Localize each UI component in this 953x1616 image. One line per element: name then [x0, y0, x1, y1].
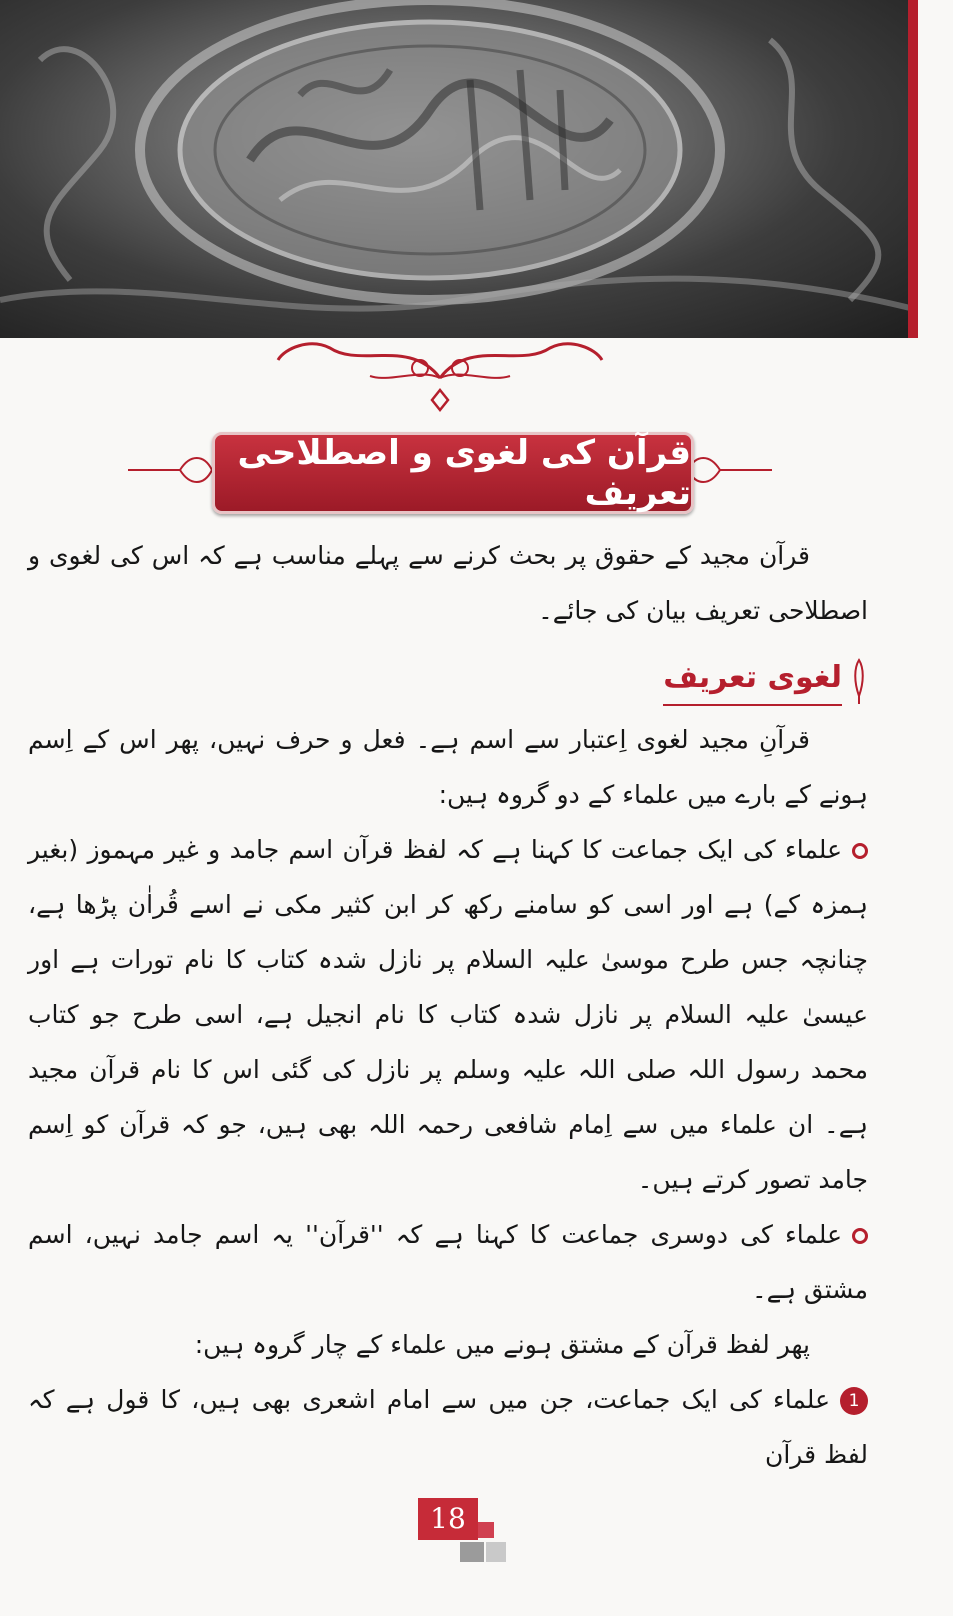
bullet-text-1: علماء کی ایک جماعت کا کہنا ہے کہ لفظ قرآن اسم جامد و غیر مہموز (بغیر ہمزہ کے) ہے اور اسی کو سامنے رکھ کر ابن کثیر مکی نے اسے قُراٰن پڑھا ہے، چنانچہ جس طرح موسیٰ علیہ السلام پر نازل شدہ کتاب کا نام تورات ہے اور عیسیٰ علیہ السلام پر نازل شدہ کتاب کا نام انجیل ہے، اسی طرح جو کتاب محمد رسول اللہ صلی اللہ علیہ وسلم پر نازل کی گئی اس کا نام قرآن مجید ہے۔ ان علماء میں سے اِمام شافعی رحمہ اللہ بھی ہیں، جو کہ قرآن کو اِسم جامد تصور کرتے ہیں۔	[28, 835, 868, 1194]
page-number-decoration	[460, 1542, 484, 1562]
paragraph-2: پھر لفظ قرآن کے مشتق ہونے میں علماء کے چار گروہ ہیں:	[194, 1330, 810, 1359]
subheading: لغوی تعریف	[663, 656, 842, 706]
decorative-ornament	[270, 338, 610, 420]
title-box	[212, 432, 694, 514]
quill-pen-icon	[850, 658, 868, 706]
subheading-block	[28, 644, 868, 706]
header-image	[0, 0, 918, 338]
intro-paragraph: قرآن مجید کے حقوق پر بحث کرنے سے پہلے مناسب ہے کہ اس کی لغوی و اصطلاحی تعریف بیان کی جائے۔	[28, 541, 868, 625]
bullet-circle-icon	[852, 1228, 868, 1244]
page-number: 18	[418, 1498, 478, 1540]
main-content	[28, 528, 868, 1482]
section-title-banner	[120, 432, 780, 512]
hero-border	[908, 0, 918, 338]
ornate-plaque-illustration	[0, 0, 918, 338]
page-title: قرآن کی لغوی و اصطلاحی تعریف	[237, 433, 691, 513]
paragraph-1: قرآنِ مجید لغوی اِعتبار سے اسم ہے۔ فعل و حرف نہیں، پھر اس کے اِسم ہونے کے بارے میں علماء کے دو گروہ ہیں:	[28, 725, 868, 809]
numbered-item-1	[28, 1372, 868, 1482]
numbered-text-1: علماء کی ایک جماعت، جن میں سے امام اشعری بھی ہیں، کا قول ہے کہ لفظ قرآن	[28, 1385, 868, 1469]
page-number-decoration	[486, 1542, 506, 1562]
bullet-circle-icon	[852, 843, 868, 859]
number-badge: 1	[840, 1387, 868, 1415]
page-number-decoration	[478, 1522, 494, 1538]
bullet-item-1	[28, 822, 868, 1207]
bullet-item-2	[28, 1207, 868, 1317]
bullet-text-2: علماء کی دوسری جماعت کا کہنا ہے کہ ''قرآن'' یہ اسم جامد نہیں، اسم مشتق ہے۔	[28, 1220, 868, 1304]
